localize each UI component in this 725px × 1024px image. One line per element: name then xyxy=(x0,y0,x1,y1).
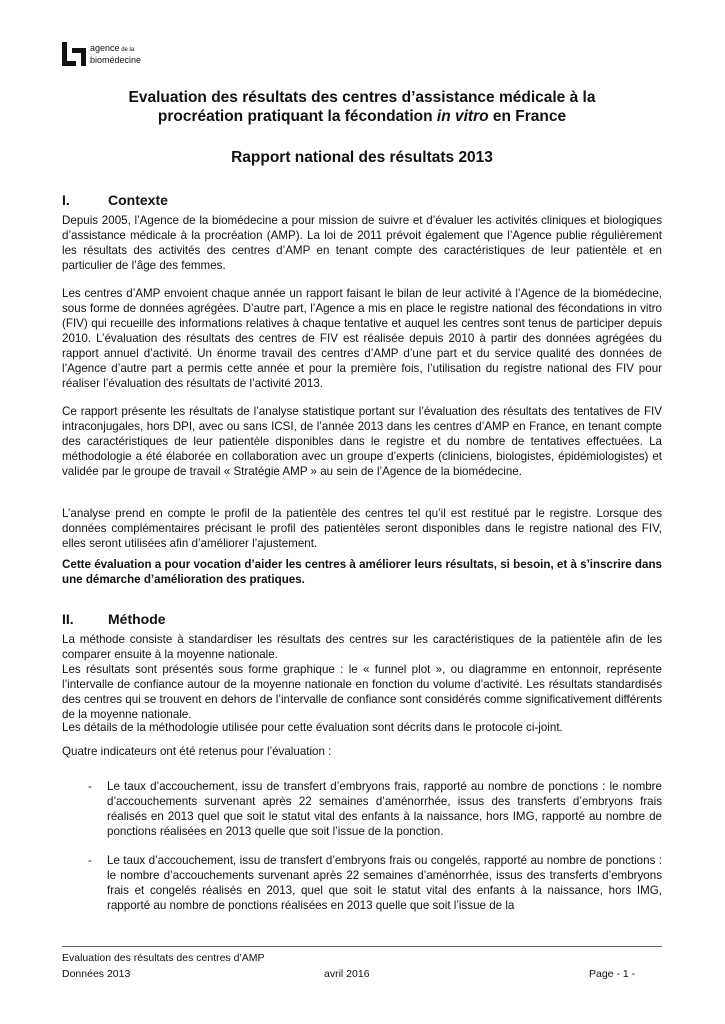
document-title xyxy=(62,88,662,126)
contexte-paragraph-4: L’analyse prend en compte le profil de la patientèle des centres tel qu’il est restitué par le registre. Lorsque des données complémentaires précisant le profil des patientèles seront disponibles dans le registre national des FIV, elles seront utilisées afin d’améliorer l’ajustement. xyxy=(62,507,662,550)
methode-paragraph-1: La méthode consiste à standardiser les résultats des centres sur les caractéristiques de la patientèle afin de les comparer ensuite à la moyenne nationale. xyxy=(62,633,662,661)
methode-paragraph-4: Quatre indicateurs ont été retenus pour l’évaluation : xyxy=(62,745,332,758)
footer-divider xyxy=(62,946,662,947)
logo-text: agence de la biomédecine xyxy=(90,43,142,65)
footer-report-title: Evaluation des résultats des centres d’AMP xyxy=(62,952,265,964)
title-line-1: Evaluation des résultats des centres d’assistance médicale à la xyxy=(128,89,596,106)
contexte-paragraph-5: Cette évaluation a pour vocation d’aider les centres à améliorer leurs résultats, si besoin, et à s’inscrire dans une démarche d’amélioration des pratiques. xyxy=(62,558,662,586)
footer-page-number: Page - 1 - xyxy=(589,968,636,980)
footer-data-year: Données 2013 xyxy=(62,968,131,980)
indicators-list xyxy=(88,779,662,913)
contexte-paragraph-3: Ce rapport présente les résultats de l’analyse statistique portant sur l’évaluation des résultats des tentatives de FIV intraconjugales, hors DPI, avec ou sans ICSI, de l’année 2013 dans les centres d’AMP en France, en tenant compte des caractéristiques de leur patientèle disponibles dans le registre et du nombre de tentatives effectuées. La méthodologie a été élaborée en collaboration avec un groupe d’experts (cliniciens, biologistes, épidémiologistes) et validée par le groupe de travail « Stratégie AMP » au sein de l’Agence de la biomédecine. xyxy=(62,405,662,478)
methode-paragraph-3: Les détails de la méthodologie utilisée pour cette évaluation sont décrits dans le protocole ci-joint. xyxy=(62,721,563,734)
section-heading-methode: II. Méthode xyxy=(62,611,166,627)
contexte-paragraph-1: Depuis 2005, l’Agence de la biomédecine a pour mission de suivre et d’évaluer les activités cliniques et biologiques d’assistance médicale à la procréation (AMP). La loi de 2011 prévoit également que l’Agence publie régulièrement les résultats des activités des centres d’AMP en tenant compte des caractéristiques de leur patientèle et en particulier de l’âge des femmes. xyxy=(62,214,662,272)
logo-mark-icon xyxy=(62,42,86,66)
list-item: - Le taux d’accouchement, issu de transfert d’embryons frais ou congelés, rapporté au nombre de ponctions : le nombre d’accouchements survenant après 22 semaines d’aménorrhée, issus des transferts d’embryons frais et congelés réalisés en 2013, quel que soit le statut vital des enfants à la naissance, hors IMG, rapporté au nombre de ponctions réalisées en 2013 quelle que soit l’issue de la xyxy=(88,854,662,912)
agence-biomedecine-logo xyxy=(62,42,141,66)
methode-paragraph-2: Les résultats sont présentés sous forme graphique : le « funnel plot », ou diagramme en entonnoir, représente l’intervalle de confiance autour de la moyenne nationale en fonction du volume d’activité. Les résultats standardisés des centres qui se trouvent en dehors de l’intervalle de confiance sont considérés comme significativement différents de la moyenne nationale. xyxy=(62,663,662,721)
list-item: - Le taux d’accouchement, issu de transfert d’embryons frais, rapporté au nombre de ponctions : le nombre d’accouchements survenant après 22 semaines d’aménorrhée, issus des transferts d’embryons frais réalisés en 2013 quel que soit le statut vital des enfants à la naissance, hors IMG, rapporté au nombre de ponctions réalisées en 2013 quelle que soit l’issue de la ponction. xyxy=(88,780,662,838)
document-subtitle: Rapport national des résultats 2013 xyxy=(231,149,493,166)
footer-date: avril 2016 xyxy=(324,968,370,980)
contexte-paragraph-2: Les centres d’AMP envoient chaque année un rapport faisant le bilan de leur activité à l’Agence de la biomédecine, sous forme de données agrégées. D’autre part, l’Agence a mis en place le registre national des fécondations in vitro (FIV) qui recueille des informations relatives à chaque tentative et auquel les centres sont tenus de participer depuis 2010. L’évaluation des résultats des centres de FIV est réalisée depuis 2010 à partir des données agrégées du rapport annuel d’activité. Un énorme travail des centres d’AMP d’une part et du service qualité des données de l’Agence d’autre part a permis cette année et pour la première fois, l’utilisation du registre national des FIV pour réaliser l’évaluation des résultats de l’activité 2013. xyxy=(62,287,662,390)
title-line-2: procréation pratiquant la fécondation in vitro en France xyxy=(157,108,567,125)
section-heading-contexte: I. Contexte xyxy=(62,192,168,208)
